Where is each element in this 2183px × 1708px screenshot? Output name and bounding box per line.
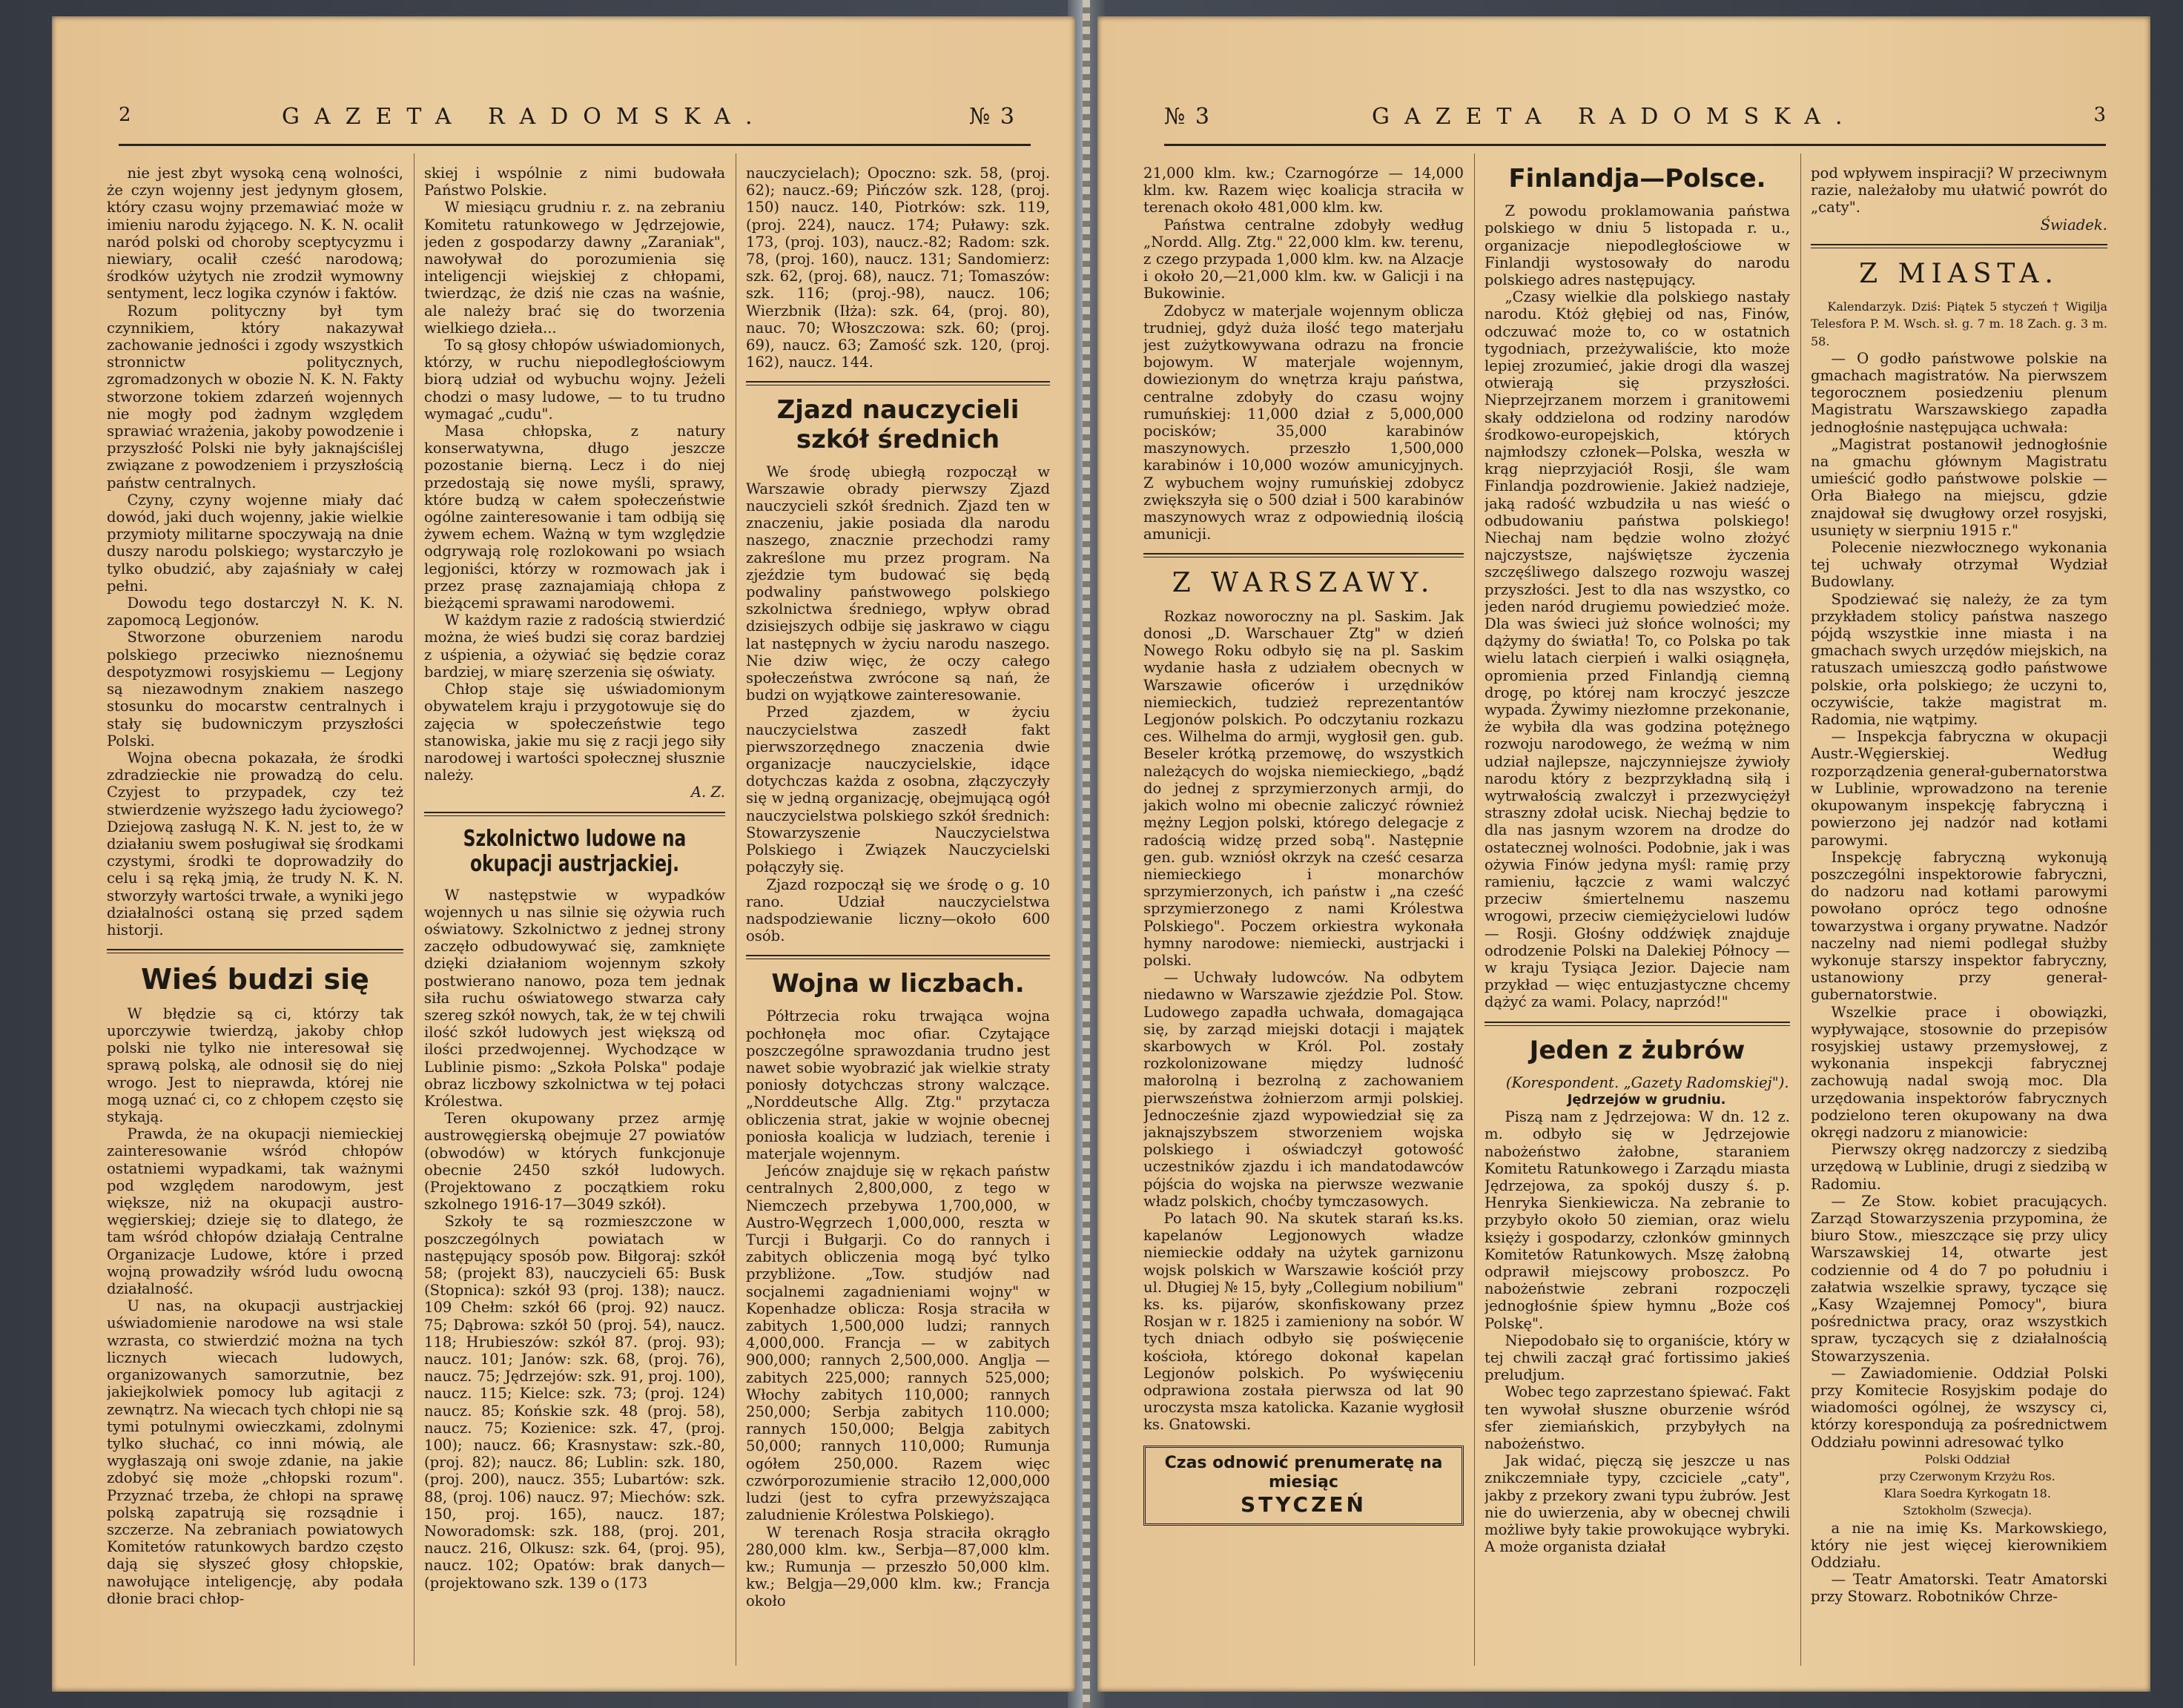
column-divider bbox=[1800, 153, 1801, 1666]
section-rule bbox=[107, 949, 403, 953]
article-heading: Szkolnictwo ludowe na okupacji austrjackiej. bbox=[463, 825, 687, 878]
paragraph: Czyny, czyny wojenne miały dać dowód, jaki duch wojenny, jakie wielkie przymioty militarne spoczywają na dnie duszy narodu polskiego; wystarczyło je tylko obudzić, aby zajaśniały w całej pełni. bbox=[107, 491, 403, 595]
paragraph: — Inspekcja fabryczna w okupacji Austr.-Węgierskiej. Według rozporządzenia generał-gubernatorstwa w Lublinie, wprowadzono na terenie okupowanym inspekcję fabryczną i powierzono jej nadzór nad kotłami parowymi. bbox=[1811, 728, 2107, 849]
article-heading: Wieś budzi się bbox=[141, 963, 369, 996]
paragraph: Stworzone oburzeniem narodu polskiego przeciwko nieznośnemu despotyzmowi rosyjskiemu — Legjony są niezawodnym znakiem naszego stosunku do mocarstw centralnych i stały się budowniczym przyszłości Polski. bbox=[107, 629, 403, 749]
column-divider bbox=[414, 153, 415, 1666]
issue-number: № 3 bbox=[968, 104, 1016, 130]
section-rule bbox=[1811, 244, 2107, 248]
subscription-text: Czas odnowić prenumeratę na miesiąc bbox=[1164, 1453, 1443, 1492]
article-heading: Z WARSZAWY. bbox=[1172, 568, 1436, 599]
correspondent-line: (Korespondent. „Gazety Radomskiej"). bbox=[1505, 1073, 1789, 1091]
paragraph: Zdobycz w materjale wojennym oblicza trudniej, gdyż duża ilość tego materjału jest zużytkowywana odrazu na froncie bojowym. W materjale wojennym, dowiezionym do wnętrza kraju państwa, centralne zdobyły do czasu wojny rumuńskiej: 11,000 dział z 5,000,000 pocisków; 35,000 karabinów maszynowych. przeszło 1,500,000 karabinów i 10,000 wozów amunicyjnych. Z wybuchem wojny rumuńskiej zdobycz zwiększyła się o 500 dział i 500 karabinów maszynowych wraz z odpowiednią ilością amunicji. bbox=[1143, 302, 1464, 543]
paragraph: Po latach 90. Na skutek starań ks.ks. kapelanów Legjonowych władze niemieckie oddały na użytek garnizonu wojsk polskich w Warszawie kościół przy ul. Długiej № 15, były „Collegium nobilium" ks. ks. pijarów, skonfiskowany przez Rosjan w r. 1825 i zamieniony na sobór. W tych dniach odbyło się poświęcenie kościoła, którego dokonał kapelan Legjonów polskich. Po wyświęceniu odprawiona została pierwsza od lat 90 uroczysta msza katolicka. Kazanie wygłosił ks. Gnatowski. bbox=[1143, 1209, 1464, 1434]
paragraph: W miesiącu grudniu r. z. na zebraniu Komitetu ratunkowego w Jędrzejowie, jeden z gospodarzy dawny „Zaraniak", nawoływał do porozumienia się inteligencji wiejskiej z chłopami, twierdząc, że dziś nie czas na waśnie, ale należy brać się do tworzenia wielkiego dzieła... bbox=[424, 199, 725, 337]
signature: A. Z. bbox=[690, 784, 725, 801]
paragraph: Zjazd rozpoczął się we środę o g. 10 rano. Udział nauczycielstwa nadspodziewanie liczny—około 600 osób. bbox=[746, 875, 1050, 945]
right-column-2 bbox=[1484, 165, 1790, 1677]
binding-stitch bbox=[1083, 0, 1090, 1708]
paragraph: Wobec tego zaprzestano śpiewać. Fakt ten wywołał słuszne oburzenie wśród sfer ziemiańskich, przybyłych na nabożeństwo. bbox=[1484, 1383, 1790, 1452]
section-rule bbox=[746, 381, 1050, 385]
paragraph: Szkoły te są rozmieszczone w poszczególnych powiatach w następujący sposób pow. Biłgoraj: szkół 58; (projekt 83), nauczycieli 65: Busk (Stopnica): szkół 93 (proj. 138); naucz. 109 Chełm: szkół 66 (proj. 92) naucz. 75; Dąbrowa: szkół 50 (proj. 54), naucz. 118; Hrubieszów: szkół 87. (proj. 93); naucz. 101; Janów: szk. 68, (proj. 76), naucz. 75; Jędrzejów: szk. 91, proj. 100), naucz. 115; Kielce: szk. 73; (proj. 124) naucz. 85; Końskie szk. 48 (proj. 58), naucz. 75; Kozienice: szk. 47, (proj. 100); naucz. 66; Krasnystaw: szk.-80, (proj. 82); naucz. 86; Lublin: szk. 180, (proj. 200), naucz. 355; Lubartów: szk. 88, (proj. 106) naucz. 97; Miechów: szk. 150, proj. 165), naucz. 187; Noworadomsk: szk. 188, (proj. 201, naucz. 216, Olkusz: szk. 64, (proj. 95), naucz. 102; Opatów: brak danych—(projektowano szk. 139 o (173 bbox=[424, 1213, 725, 1592]
paragraph: „Magistrat postanowił jednogłośnie na gmachu głównym Magistratu umieścić godło państwowe polskie — Orła Białego na miejscu, gdzie znajdował się dwugłowy orzeł rosyjski, usunięty w sierpniu 1915 r." bbox=[1811, 435, 2107, 539]
paragraph: Niepodobało się to organiście, który w tej chwili zaczął grać fortissimo jakieś preludjum. bbox=[1484, 1331, 1790, 1384]
signature: Świadek. bbox=[2040, 216, 2107, 234]
masthead: GAZETA RADOMSKA. bbox=[1372, 104, 1857, 130]
paragraph: Wszelkie prace i obowiązki, wypływające, stosownie do przepisów rosyjskiej ustawy przemysłowej, z wykonania inspekcji fabrycznej zachowują nadal swoją moc. Dla urzędowania inspektorów fabrycznych podzielono teren okupowany na dwa okręgi nadzoru z mianowicie: bbox=[1811, 1003, 2107, 1141]
article-heading: Z MIASTA. bbox=[1859, 258, 2059, 289]
paragraph: — Uchwały ludowców. Na odbytem niedawno w Warszawie zjeździe Pol. Stow. Ludowego zapadła uchwała, domagająca się, by zarząd miejski dotacji i majątek skarbowych w Król. Pol. zostały rozkolonizowane między ludność małorolną i bezrolną z zachowaniem pierwszeństwa żołnierzom armji polskiej. Jednocześnie zjazd wypowiedział się za jaknajszybszem stworzeniem wojska polskiego i oświadczył gotowość uczestników zjazdu i ich mandatodawców pójścia do wojska na pierwsze wezwanie władz polskich, choćby tymczasowych. bbox=[1143, 969, 1464, 1210]
paragraph: nauczycielach); Opoczno: szk. 58, (proj. 62); naucz.-69; Pińczów szk. 128, (proj. 150) naucz. 140, Piotrków: szk. 119, (proj. 224), naucz. 174; Puławy: szk. 173, (proj. 103), naucz.-82; Radom: szk. 78, (proj. 160), naucz. 131; Sandomierz: szk. 62, (proj. 68), naucz. 71; Tomaszów: szk. 116; (proj.-98), naucz. 106; Wierzbnik (Iłża): szk. 64, (proj. 80), nauc. 70; Włoszczowa: szk. 60; (proj. 69), naucz. 63; Zamość szk. 120, (proj. 162), naucz. 144. bbox=[746, 165, 1050, 371]
paragraph: Spodziewać się należy, że za tym przykładem stolicy państwa naszego pójdą wszystkie inne miasta i na gmachach swych urzędów miejskich, na ratuszach umieszczą godło państwowe polskie, orła polskiego; że uczyni to, oczywiście, także magistrat m. Radomia, nie wątpimy. bbox=[1811, 590, 2107, 729]
right-column-3 bbox=[1811, 165, 2107, 1677]
left-column-2 bbox=[424, 165, 725, 1677]
paragraph: To są głosy chłopów uświadomionych, którzy, w ruchu niepodległościowym biorą udział od wybuchu wojny. Jeżeli chodzi o masy ludowe, — to tu trudno wymagać „cudu". bbox=[424, 337, 725, 423]
column-divider bbox=[1474, 153, 1475, 1666]
paragraph: Teren okupowany przez armję austrowęgierską obejmuje 27 powiatów (obwodów) w których funkcjonuje obecnie 2450 szkół ludowych. (Projektowano z początkiem roku szkolnego 1916-17—3049 szkół). bbox=[424, 1110, 725, 1214]
paragraph: — Teatr Amatorski. Teatr Amatorski przy Stowarz. Robotników Chrze- bbox=[1811, 1571, 2107, 1606]
section-rule bbox=[424, 812, 725, 816]
paragraph: — O godło państwowe polskie na gmachach magistratów. Na pierwszem tegorocznem posiedzeniu plenum Magistratu Warszawskiego zapadła jednogłośnie następująca uchwała: bbox=[1811, 349, 2107, 436]
right-header bbox=[1164, 104, 2106, 141]
header-rule bbox=[1164, 144, 2106, 146]
paragraph: Prawda, że na okupacji niemieckiej zainteresowanie wśród chłopów ostatniemi wypadkami, tak ważnymi pod względem narodowym, jest większe, niż na okupacji austro-węgierskiej; dzieje się to dlatego, że tam wśród chłopów działają Centralne Organizacje Ludowe, które i przed wojną prowadziły wśród ludu owocną działalność. bbox=[107, 1125, 403, 1298]
paragraph: W terenach Rosja straciła okrągło 280,000 klm. kw., Serbja—87,000 klm. kw.; Rumunja — przeszło 50,000 klm. kw.; Belgja—29,000 klm. kw.; Francja około bbox=[746, 1523, 1050, 1610]
paragraph: nie jest zbyt wysoką ceną wolności, że czyn wojenny jest jedynym głosem, który czasu wojny przemawiać może w imieniu narodu żyjącego. N. K. N. ocalił naród polski od choroby sceptycyzmu i niewiary, ocalił cześć narodową; środków użytych nie zrodził wymowny sentyment, lecz logika czynów i faktów. bbox=[107, 165, 403, 302]
paragraph: Rozum polityczny był tym czynnikiem, który nakazywał zachowanie jedności i zgody wszystkich stronnictw politycznych, zgromadzonych w obozie N. K. N. Fakty stworzone tokiem zdarzeń wojennych nie mogły pod żadnym względem sprawiać wrażenia, jakoby powodzenie i przyszłość Polski nie były jaknajściślej związane z powodzeniem i przyszłością państw centralnych. bbox=[107, 302, 403, 491]
paragraph: a nie na imię Ks. Markowskiego, który nie jest więcej kierownikiem Oddziału. bbox=[1811, 1519, 2107, 1572]
paragraph: Chłop staje się uświadomionym obywatelem kraju i przygotowuje się do zajęcia w społeczeństwie tego stanowiska, jakie mu się z racji jego siły narodowej i wartości społecznej słusznie należy. bbox=[424, 681, 725, 784]
section-rule bbox=[1484, 1022, 1790, 1026]
article-heading: Jeden z żubrów bbox=[1529, 1035, 1746, 1065]
paragraph: Przed zjazdem, w życiu nauczycielstwa zaszedł fakt pierwszorzędnego znaczenia dwie organizacje nauczycielskie, idące dotychczas każda z osobna, złączyczyły się w jedną organizację, obejmującą ogół nauczycielstwa polskiego szkół średnich: Stowarzyszenie Nauczycielstwa Polskiego i Związek Nauczycielski połączyły się. bbox=[746, 704, 1050, 876]
header-rule bbox=[119, 144, 1031, 146]
address-line: Polski Oddział bbox=[1924, 1452, 2010, 1466]
paragraph: Polecenie niezwłocznego wykonania tej uchwały otrzymał Wydział Budowlany. bbox=[1811, 539, 2107, 591]
paragraph: — Ze Stow. kobiet pracujących. Zarząd Stowarzyszenia przypomina, że biuro Stow., mieszczące się przy ulicy Warszawskiej 14, otwarte jest codziennie od 4 do 7 po południu i załatwia wszelkie sprawy, tyczące się „Kasy Wzajemnej Pomocy", biura pośrednictwa pracy, oraz wszystkich spraw, tyczących się z działalnością Stowarzyszenia. bbox=[1811, 1192, 2107, 1365]
address-line: przy Czerwonym Krzyżu Ros. bbox=[1879, 1469, 2055, 1484]
issue-number: № 3 bbox=[1164, 104, 1212, 130]
paragraph: W każdym razie z radością stwierdzić można, że wieś budzi się coraz bardziej z uśpienia, a ożywiać się będzie coraz bardziej, w miarę szerzenia się oświaty. bbox=[424, 612, 725, 681]
subscription-month: STYCZEŃ bbox=[1241, 1492, 1367, 1517]
left-column-3 bbox=[746, 165, 1050, 1677]
paragraph: W następstwie w wypadków wojennych u nas silnie się ożywia ruch oświatowy. Szkolnictwo z jednej strony zaczęło odbudowywać się, zamknięte dzięki działaniom wojennym szkoły postwierano nanowo, poza tem jednak siła ruchu oświatowego stwarza cały szereg szkół nowych, tak, że w tej chwili ilość szkół ludowych jest większą od ilości przedwojennej. Wychodzące w Lublinie pismo: „Szkoła Polska" podaje obraz liczbowy szkolnictwa w tej połaci Królestwa. bbox=[424, 886, 725, 1110]
section-rule bbox=[746, 955, 1050, 959]
paragraph: Piszą nam z Jędrzejowa: W dn. 12 z. m. odbyło się w Jędrzejowie nabożeństwo żałobne, staraniem Komitetu Ratunkowego i Zarządu miasta Jędrzejowa, za spokój duszy ś. p. Henryka Sienkiewicza. Na zebranie to przybyło około 50 ziemian, oraz wielu księży i gospodarzy, członków gminnych Komitetów Ratunkowych. Mszę żałobną odprawił miejscowy proboszcz. Po nabożeństwie zebrani rozpoczęli jednogłośnie śpiew hymnu „Boże coś Polskę". bbox=[1484, 1108, 1790, 1332]
paragraph: Państwa centralne zdobyły według „Nordd. Allg. Ztg." 22,000 klm. kw. terenu, z czego przypada 1,000 klm. kw. na Alzacje i około 20,—21,000 klm. kw. w Galicji i na Bukowinie. bbox=[1143, 216, 1464, 302]
section-rule bbox=[1143, 553, 1464, 557]
paragraph: Inspekcję fabryczną wykonują poszczególni inspektorowie fabryczni, do nadzoru nad kotłami parowymi powołano oprócz tego odnośne towarzystwa i organy prywatne. Nadzór naczelny nad niemi podlegał służby wykonuje starszy inspektor fabryczny, ustanowiony przy generał-gubernatorstwie. bbox=[1811, 848, 2107, 1004]
paragraph: 21,000 klm. kw.; Czarnogórze — 14,000 klm. kw. Razem więc koalicja straciła w terenach około 481,000 klm. kw. bbox=[1143, 165, 1464, 216]
paragraph: W błędzie są ci, którzy tak uporczywie twierdzą, jakoby chłop polski nie tylko nie interesował się sprawą polską, ale odnosił się do niej wrogo. Jest to nieprawda, której nie mogą uznać ci, co z chłopem często się stykają. bbox=[107, 1004, 403, 1126]
address-line: Sztokholm (Szwecja). bbox=[1903, 1503, 2032, 1518]
left-header bbox=[119, 104, 1031, 141]
article-heading: Wojna w liczbach. bbox=[771, 969, 1025, 999]
masthead: GAZETA RADOMSKA. bbox=[282, 104, 767, 130]
paragraph: We środę ubiegłą rozpoczął w Warszawie obrady pierwszy Zjazd nauczycieli szkół średnich. Zjazd ten w znaczeniu, jakie posiada dla narodu naszego, znacznie przechodzi ramy zakreślone mu przez program. Na zjeździe tym budować się będą podwaliny państwowego polskiego szkolnictwa średniego, wpływ obrad dzisiejszych odbije się jaskrawo w ciągu lat następnych w życiu narodu naszego. Nie dziw więc, że oczy całego społeczeństwa zwrócone są nań, że budzi on wyjątkowe zainteresowanie. bbox=[746, 463, 1050, 704]
left-page bbox=[52, 16, 1075, 1692]
paragraph: pod wpływem inspiracji? W przeciwnym razie, należałoby mu ułatwić powrót do „caty". bbox=[1811, 165, 2107, 216]
paragraph: Masa chłopska, z natury konserwatywna, długo jeszcze pozostanie bierną. Lecz i do niej przedostają się nowe myśli, sprawy, które budzą w całem społeczeństwie ogólne zainteresowanie i tam odbiją się żywem echem. Ważną w tym względzie odgrywają rolę rozlokowani po wsiach legjoniści, którzy w rozmowach jak i przez prasę zaznajamiają chłopa z bieżącemi sprawami narodowemi. bbox=[424, 423, 725, 612]
left-column-1 bbox=[107, 165, 403, 1677]
page-number: 2 bbox=[119, 104, 131, 126]
paragraph: Jeńców znajduje się w rękach państw centralnych 2,800,000, z tego w Niemczech przebywa 1,700,000, w Austro-Węgrzech 1,000,000, reszta w Turcji i Bułgarji. Co do rannych i zabitych obliczenia mogą być tylko przybliżone. „Tow. studjów nad socjalnemi zagadnieniami wojny" w Kopenhadze oblicza: Rosja straciła w zabitych 1,500,000 ludzi; rannych 4,000,000. Francja — w zabitych 900,000; rannych 2,500,000. Anglja — zabitych 225,000; rannych 525,000; Włochy zabitych 110,000; rannych 250,000; Serbja zabitych 110.000; rannych 150,000; Belgja zabitych 50,000; rannych 110,000; Rumunja ogółem 250,000. Razem więc czwórporozumienie straciło 12,000,000 ludzi (jest to cyfra przewyższająca zaludnienie Królestwa Polskiego). bbox=[746, 1162, 1050, 1524]
address-line: Klara Soedra Kyrkogatn 18. bbox=[1883, 1486, 2051, 1501]
calendar-note: Kalendarzyk. Dziś: Piątek 5 styczeń † Wigilja Telesfora P. M. Wsch. sł. g. 7 m. 18 Zach. g. 3 m. 58. bbox=[1811, 299, 2107, 348]
paragraph: Rozkaz noworoczny na pl. Saskim. Jak donosi „D. Warschauer Ztg" w dzień Nowego Roku odbyło się na pl. Saskim wydanie hasła z udziałem obecnych w Warszawie oficerów i urzędników niemieckich, tudzież reprezentantów Legjonów polskich. Po odczytaniu rozkazu ces. Wilhelma do armji, wygłosił gen. gub. Beseler krótką przemowę, do wszystkich należących do wojska niemieckiego, „bądź do jednej z sprzymierzonych armji, do jakich wolno mi obecnie zaliczyć również mężny Legjon polski, którego delegacje z radością widzę przed sobą". Następnie gen. gub. wzniósł okrzyk na cześć cesarza niemieckiego i monarchów sprzymierzonych, ich państw i „na cześć sprzymierzonego z nami Królestwa Polskiego". Poczem orkiestra wykonała hymny narodowe: niemiecki, austrjacki i polski. bbox=[1143, 607, 1464, 969]
paragraph: skiej i wspólnie z nimi budowała Państwo Polskie. bbox=[424, 165, 725, 199]
dateline: Jędrzejów w grudniu. bbox=[1567, 1091, 1726, 1108]
article-heading: Finlandja—Polsce. bbox=[1508, 165, 1766, 193]
paragraph: Dowodu tego dostarczył N. K. N. zapomocą Legjonów. bbox=[107, 595, 403, 629]
paragraph: Wojna obecna pokazała, że środki zdradzieckie nie prowadzą do celu. Czyjest to przypadek, czy też stwierdzenie wyższego ładu życiowego? Dziejową zasługą N. K. N. jest to, że w działaniu swem posługiwał się środkami czystymi, środki te doprowadziły do celu i są ręką jmią, że trudy N. K. N. stworzyły wartości trwałe, a wyniki jego działalności ostaną się przed sądem historji. bbox=[107, 749, 403, 939]
paragraph: Pierwszy okręg nadzorczy z siedzibą urzędową w Lublinie, drugi z siedzibą w Radomiu. bbox=[1811, 1141, 2107, 1193]
paragraph: Półtrzecia roku trwająca wojna pochłonęła moc ofiar. Czytające poszczególne sprawozdania trudno jest nawet sobie wyobrazić jak wielkie straty poniosły dotychczas strony walczące. „Norddeutsche Allg. Ztg." przytacza obliczenia strat, jakie w wojnie obecnej poniosła koalicja w ludziach, terenie i materjale wojennym. bbox=[746, 1007, 1050, 1163]
page-number: 3 bbox=[2093, 104, 2106, 126]
article-heading: Zjazd nauczycieli szkół średnich bbox=[776, 395, 1020, 454]
paragraph: „Czasy wielkie dla polskiego nastały narodu. Któż głębiej od nas, Finów, odczuwać może to, co w ostatnich tygodniach, przeżywaliście, kto może lepiej zrozumieć, jakie drogi dla waszej otwierają się przyszłości. Nieprzejrzanem morzem i granitowemi skały oddzielona od rodziny narodów środkowo-europejskich, których najmłodszy członek—Polska, weszła w krąg nieprzyjaciół Rosji, śle wam Finlandja pozdrowienie. Jakież nadzieje, jaką radość wzbudziła u nas wieść o odbudowaniu państwa polskiego! Niechaj nam będzie wolno złożyć najczystsze, najświętsze życzenia szczęśliwego dalszego rozwoju waszej przyszłości. Jest to dla nas wszystko, co jeden naród drugiemu powiedzieć może. Dla was świeci już słońce wolności; my dążymy do światła! To, co Polska po tak wielu latach cierpień i walki osiągnęła, opromienia przed Finlandją ciemną drogę, po której nam kroczyć jeszcze wypada. Żywimy niezłomne przekonanie, że wybiła dla was godzina potężnego rozwoju narodowego, że weźmą w nim udział najlepsze, najczynniejsze żywioły narodu który z bezprzykładną siłą i wytrwałością zwalczył i przezwyciężył straszny zdołał ucisk. Niechaj będzie to dla nas jasnym wzorem na drodze do ostatecznej wolności. Podobnie, jak i was ożywia Finów jedyna myśl: ramię przy ramieniu, łączcie z wami walczyć przeciw śmiertelnemu naszemu wrogowi, przeciw ciemiężycielowi ludów — Rosji. Głośny oddźwięk znajduje odrodzenie Polski na Dalekiej Północy — w kraju Tysiąca Jezior. Dajecie nam przykład — więc entuzjastyczne chcemy dążyć za wami. Polacy, naprzód!" bbox=[1484, 288, 1790, 1011]
paragraph: Jak widać, pięczą się jeszcze u nas znikczemniałe typy, czciciele „caty", jakby z przekory zwani typu żubrów. Jest nie do uwierzenia, aby w obecnej chwili możliwe były takie prowokujące wybryki. A może organista działał bbox=[1484, 1452, 1790, 1556]
right-page bbox=[1097, 16, 2150, 1692]
paragraph: Z powodu proklamowania państwa polskiego w dniu 5 listopada r. u., organizacje niepodległościowe w Finlandji wystosowały do narodu polskiego adres następujący. bbox=[1484, 202, 1790, 288]
right-column-1 bbox=[1143, 165, 1464, 1677]
paragraph: — Zawiadomienie. Oddział Polski przy Komitecie Rosyjskim podaje do wiadomości ogólnej, że wszyscy ci, którzy korespondują za pośrednictwem Oddziału powinni adresować tylko bbox=[1811, 1364, 2107, 1451]
subscription-notice bbox=[1143, 1446, 1464, 1526]
paragraph: U nas, na okupacji austrjackiej uświadomienie narodowe na wsi stale wzrasta, co stwierdzić można na tych licznych wiecach ludowych, organizowanych samorzutnie, bez jakiejkolwiek pomocy lub agitacji z zewnątrz. Na wiecach tych chłopi nie są tymi potulnymi owieczkami, zdolnymi tylko słuchać, co inni mówią, ale wygłaszają oni swoje zdanie, na jakie zdobyć się może „chłopski rozum". Przyznać trzeba, że chłopi na sprawę polską zapatrują się rozsądnie i szczerze. Na zebraniach powiatowych Komitetów ratunkowych bardzo często dają się słyszeć głosy chłopskie, nawołujące inteligencję, aby podała dłonie braci chłop- bbox=[107, 1297, 403, 1607]
